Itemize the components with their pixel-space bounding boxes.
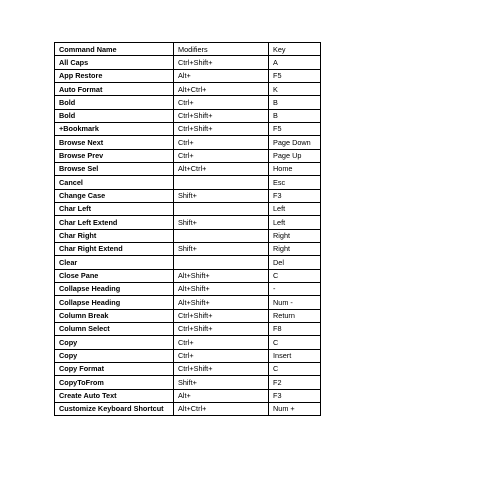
- modifiers-cell: Ctrl+Shift+: [174, 322, 269, 335]
- table-row: [55, 136, 321, 149]
- table-row: [55, 336, 321, 349]
- command-name-cell: Collapse Heading: [55, 296, 174, 309]
- key-cell: F5: [269, 122, 321, 135]
- command-name-cell: Copy: [55, 336, 174, 349]
- modifiers-cell: [174, 256, 269, 269]
- table-body: [55, 56, 321, 416]
- command-name-cell: All Caps: [55, 56, 174, 69]
- modifiers-cell: Ctrl+: [174, 349, 269, 362]
- command-name-cell: Change Case: [55, 189, 174, 202]
- modifiers-cell: Alt+Shift+: [174, 296, 269, 309]
- command-name-cell: Char Left: [55, 202, 174, 215]
- command-name-cell: Browse Prev: [55, 149, 174, 162]
- key-cell: Return: [269, 309, 321, 322]
- header-modifiers: Modifiers: [174, 43, 269, 56]
- table-header-row: [55, 43, 321, 56]
- header-key: Key: [269, 43, 321, 56]
- key-cell: Page Down: [269, 136, 321, 149]
- table-row: [55, 389, 321, 402]
- key-cell: Home: [269, 162, 321, 175]
- command-name-cell: Char Right Extend: [55, 242, 174, 255]
- modifiers-cell: Shift+: [174, 376, 269, 389]
- command-name-cell: +Bookmark: [55, 122, 174, 135]
- command-name-cell: Customize Keyboard Shortcut: [55, 402, 174, 415]
- table-row: [55, 229, 321, 242]
- modifiers-cell: Alt+Ctrl+: [174, 162, 269, 175]
- table-row: [55, 189, 321, 202]
- key-cell: F3: [269, 189, 321, 202]
- key-cell: Insert: [269, 349, 321, 362]
- table-row: [55, 296, 321, 309]
- command-name-cell: Browse Next: [55, 136, 174, 149]
- command-name-cell: Char Left Extend: [55, 216, 174, 229]
- modifiers-cell: Ctrl+: [174, 336, 269, 349]
- table-row: [55, 162, 321, 175]
- key-cell: Right: [269, 229, 321, 242]
- table-row: [55, 242, 321, 255]
- key-cell: F8: [269, 322, 321, 335]
- modifiers-cell: Ctrl+: [174, 149, 269, 162]
- command-name-cell: Column Break: [55, 309, 174, 322]
- key-cell: B: [269, 109, 321, 122]
- modifiers-cell: Ctrl+Shift+: [174, 309, 269, 322]
- table-row: [55, 56, 321, 69]
- key-cell: Right: [269, 242, 321, 255]
- key-cell: F2: [269, 376, 321, 389]
- command-name-cell: Char Right: [55, 229, 174, 242]
- key-cell: A: [269, 56, 321, 69]
- table-row: [55, 376, 321, 389]
- key-cell: Num -: [269, 296, 321, 309]
- command-name-cell: Column Select: [55, 322, 174, 335]
- header-command-name: Command Name: [55, 43, 174, 56]
- table-row: [55, 176, 321, 189]
- table-row: [55, 122, 321, 135]
- key-cell: Left: [269, 202, 321, 215]
- shortcut-table: [54, 42, 321, 416]
- table-row: [55, 109, 321, 122]
- table-row: [55, 216, 321, 229]
- key-cell: C: [269, 362, 321, 375]
- modifiers-cell: Ctrl+Shift+: [174, 362, 269, 375]
- modifiers-cell: [174, 176, 269, 189]
- modifiers-cell: Shift+: [174, 216, 269, 229]
- table-row: [55, 322, 321, 335]
- key-cell: C: [269, 336, 321, 349]
- key-cell: F5: [269, 69, 321, 82]
- key-cell: Del: [269, 256, 321, 269]
- key-cell: Esc: [269, 176, 321, 189]
- command-name-cell: Collapse Heading: [55, 282, 174, 295]
- key-cell: K: [269, 82, 321, 95]
- table-row: [55, 149, 321, 162]
- table-row: [55, 256, 321, 269]
- table-row: [55, 202, 321, 215]
- table-row: [55, 349, 321, 362]
- command-name-cell: Bold: [55, 96, 174, 109]
- modifiers-cell: Ctrl+: [174, 136, 269, 149]
- key-cell: -: [269, 282, 321, 295]
- modifiers-cell: Alt+Shift+: [174, 269, 269, 282]
- command-name-cell: Bold: [55, 109, 174, 122]
- command-name-cell: Close Pane: [55, 269, 174, 282]
- command-name-cell: Auto Format: [55, 82, 174, 95]
- command-name-cell: Browse Sel: [55, 162, 174, 175]
- modifiers-cell: Ctrl+Shift+: [174, 56, 269, 69]
- key-cell: B: [269, 96, 321, 109]
- table-row: [55, 269, 321, 282]
- key-cell: Left: [269, 216, 321, 229]
- command-name-cell: CopyToFrom: [55, 376, 174, 389]
- table-row: [55, 402, 321, 415]
- table-row: [55, 96, 321, 109]
- modifiers-cell: Alt+Shift+: [174, 282, 269, 295]
- modifiers-cell: Alt+Ctrl+: [174, 402, 269, 415]
- modifiers-cell: [174, 229, 269, 242]
- key-cell: Num +: [269, 402, 321, 415]
- modifiers-cell: [174, 202, 269, 215]
- command-name-cell: Create Auto Text: [55, 389, 174, 402]
- modifiers-cell: Ctrl+: [174, 96, 269, 109]
- command-name-cell: Cancel: [55, 176, 174, 189]
- key-cell: C: [269, 269, 321, 282]
- modifiers-cell: Alt+: [174, 69, 269, 82]
- modifiers-cell: Alt+Ctrl+: [174, 82, 269, 95]
- modifiers-cell: Shift+: [174, 189, 269, 202]
- table-row: [55, 362, 321, 375]
- key-cell: Page Up: [269, 149, 321, 162]
- key-cell: F3: [269, 389, 321, 402]
- command-name-cell: Copy: [55, 349, 174, 362]
- modifiers-cell: Ctrl+Shift+: [174, 109, 269, 122]
- modifiers-cell: Shift+: [174, 242, 269, 255]
- table-row: [55, 82, 321, 95]
- command-name-cell: App Restore: [55, 69, 174, 82]
- table-row: [55, 69, 321, 82]
- modifiers-cell: Ctrl+Shift+: [174, 122, 269, 135]
- command-name-cell: Clear: [55, 256, 174, 269]
- table-row: [55, 309, 321, 322]
- command-name-cell: Copy Format: [55, 362, 174, 375]
- modifiers-cell: Alt+: [174, 389, 269, 402]
- table-row: [55, 282, 321, 295]
